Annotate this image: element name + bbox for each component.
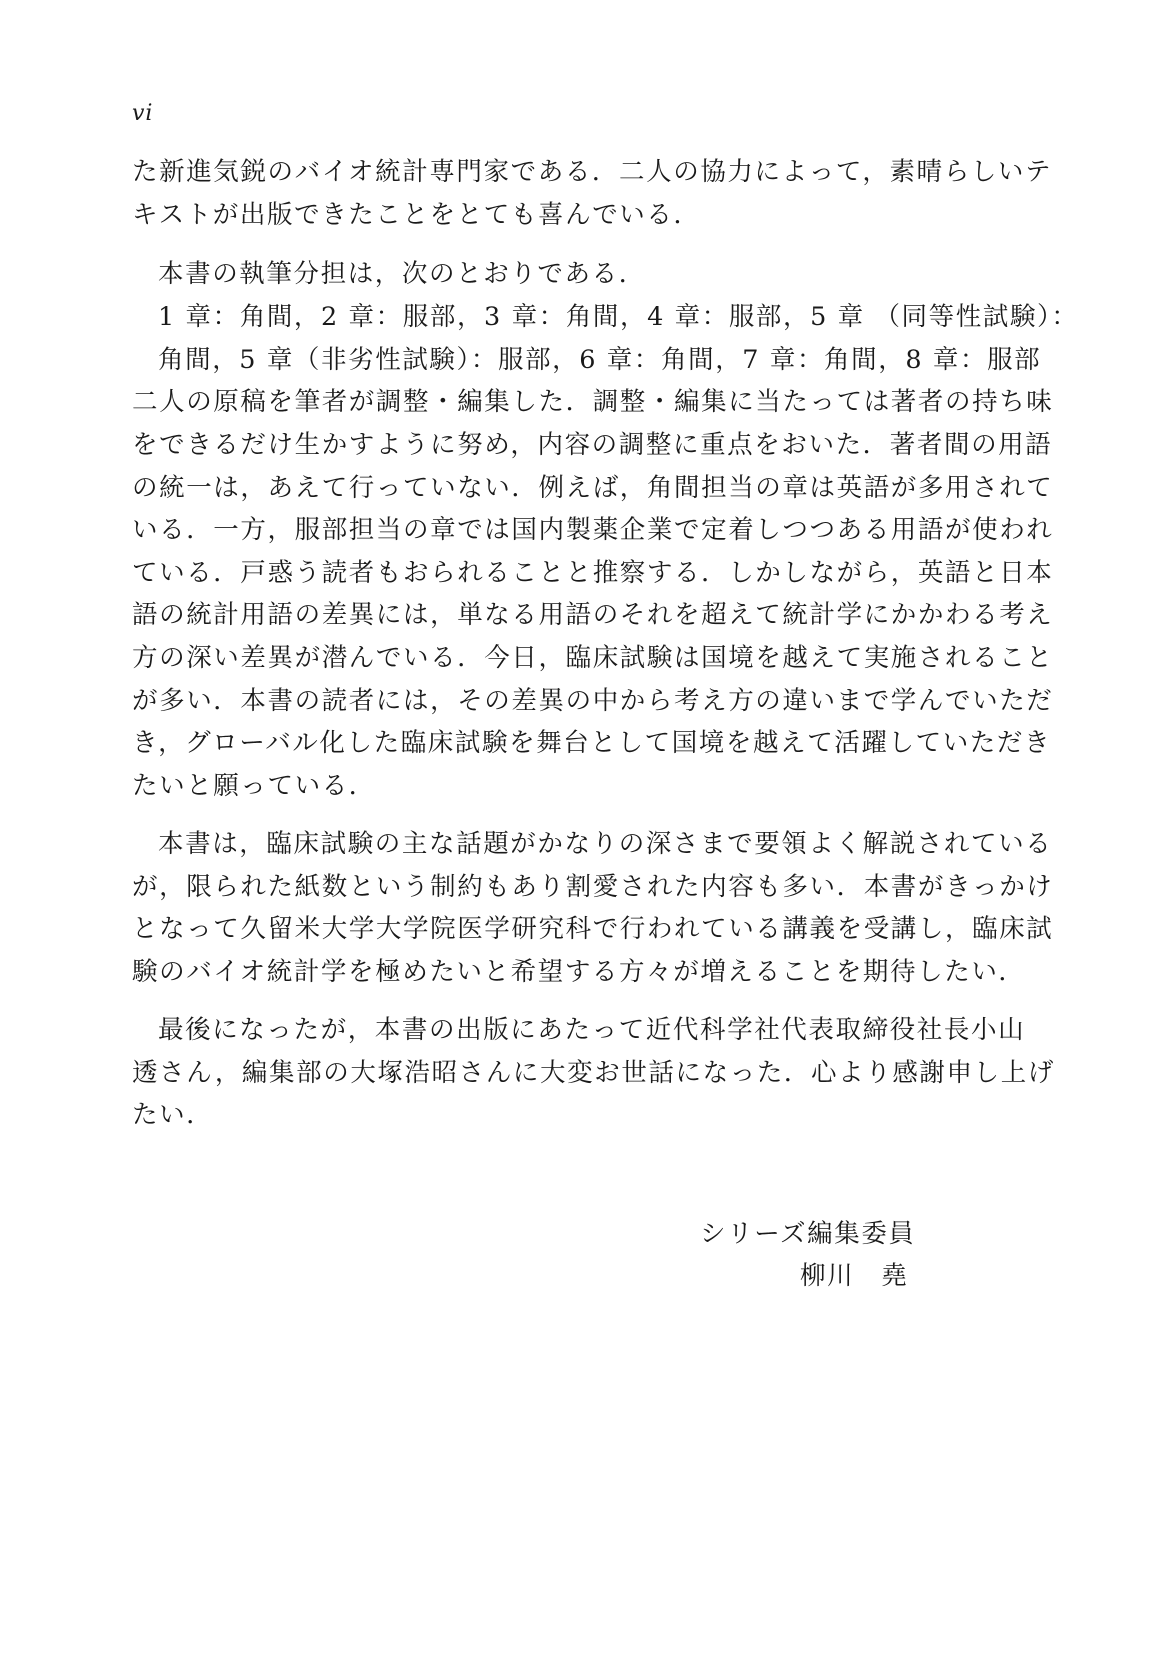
text-line: 験のバイオ統計学を極めたいと希望する方々が増えることを期待したい． — [132, 957, 1026, 987]
text-line: 二人の原稿を筆者が調整・編集した．調整・編集に当たっては著者の持ち味 — [132, 387, 1054, 417]
text-line: たい． — [132, 1100, 214, 1130]
signature-role: シリーズ編集委員 — [700, 1219, 916, 1249]
text-line: たいと願っている． — [132, 771, 376, 801]
text-line: 1 章：角間，2 章：服部，3 章：角間，4 章：服部，5 章 （同等性試験）： — [158, 302, 1079, 332]
text-line: いる．一方，服部担当の章では国内製薬企業で定着しつつある用語が使われ — [132, 515, 1054, 545]
text-line: キストが出版できたことをとても喜んでいる． — [132, 200, 701, 230]
text-line: 本書は，臨床試験の主な話題がかなりの深さまで要領よく解説されている — [158, 829, 1053, 859]
text-line: 本書の執筆分担は，次のとおりである． — [158, 259, 646, 289]
text-line: をできるだけ生かすように努め，内容の調整に重点をおいた．著者間の用語 — [132, 430, 1053, 460]
signature-name: 柳川 堯 — [800, 1261, 909, 1291]
text-line: が多い．本書の読者には，その差異の中から考え方の違いまで学んでいただ — [132, 686, 1054, 716]
text-line: 角間，5 章（非劣性試験）：服部，6 章：角間，7 章：角間，8 章：服部 — [158, 345, 1042, 375]
text-line: が，限られた紙数という制約もあり割愛された内容も多い．本書がきっかけ — [132, 872, 1054, 902]
text-line: ている．戸惑う読者もおられることと推察する．しかしながら，英語と日本 — [132, 558, 1054, 588]
text-line: き，グローバル化した臨床試験を舞台として国境を越えて活躍していただき — [132, 728, 1052, 758]
text-line: 透さん，編集部の大塚浩昭さんに大変お世話になった．心より感謝申し上げ — [132, 1058, 1055, 1088]
text-line: となって久留米大学大学院医学研究科で行われている講義を受講し，臨床試 — [132, 914, 1054, 944]
page-number: vi — [132, 101, 154, 126]
text-line: 最後になったが，本書の出版にあたって近代科学社代表取締役社長小山 — [158, 1015, 1026, 1045]
text-line: た新進気鋭のバイオ統計専門家である．二人の協力によって，素晴らしいテ — [132, 157, 1053, 187]
text-line: の統一は，あえて行っていない．例えば，角間担当の章は英語が多用されて — [132, 473, 1054, 503]
text-line: 語の統計用語の差異には，単なる用語のそれを超えて統計学にかかわる考え — [132, 600, 1054, 630]
text-line: 方の深い差異が潜んでいる．今日，臨床試験は国境を越えて実施されること — [132, 643, 1054, 673]
